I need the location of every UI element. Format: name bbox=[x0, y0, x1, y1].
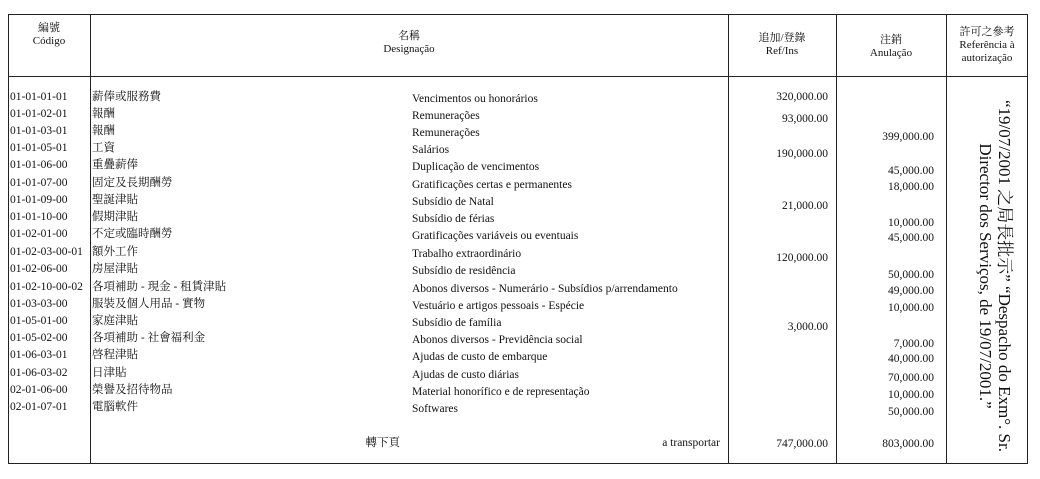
row-code: 01-02-10-00-02 bbox=[10, 281, 83, 293]
row-name-zh: 聖誕津貼 bbox=[92, 194, 138, 206]
row-name-zh: 額外工作 bbox=[92, 246, 138, 258]
row-ref-amount: 21,000.00 bbox=[782, 200, 828, 212]
row-code: 01-01-07-00 bbox=[10, 177, 68, 189]
row-code: 01-06-03-01 bbox=[10, 349, 68, 361]
row-name-pt: Gratificações variáveis ou eventuais bbox=[412, 230, 579, 242]
row-name-zh: 房屋津貼 bbox=[92, 263, 138, 275]
row-anul-amount: 40,000.00 bbox=[888, 353, 934, 365]
row-name-pt: Abonos diversos - Previdência social bbox=[412, 334, 583, 346]
row-name-pt: Abonos diversos - Numerário - Subsídios p/arrendamento bbox=[412, 283, 678, 295]
header-code-zh: 編號 bbox=[38, 22, 60, 34]
row-name-pt: Material honorífico e de representação bbox=[412, 386, 590, 398]
carry-forward-zh: 轉下頁 bbox=[365, 437, 400, 449]
column-divider-name bbox=[728, 14, 729, 464]
row-name-zh: 不定或臨時酬勞 bbox=[92, 228, 173, 240]
row-anul-amount: 49,000.00 bbox=[888, 285, 934, 297]
row-code: 01-02-03-00-01 bbox=[10, 246, 83, 258]
row-anul-amount: 10,000.00 bbox=[888, 389, 934, 401]
total-ref: 747,000.00 bbox=[776, 438, 828, 450]
header-auth-pt1: Referência à bbox=[959, 39, 1015, 51]
header-auth bbox=[946, 26, 1028, 65]
row-name-pt: Ajudas de custo de embarque bbox=[412, 351, 548, 363]
row-name-zh: 各項補助 - 現金 - 租賃津貼 bbox=[92, 281, 227, 293]
row-name-pt: Duplicação de vencimentos bbox=[412, 161, 540, 173]
row-name-zh: 榮譽及招待物品 bbox=[92, 384, 173, 396]
row-code: 01-01-02-01 bbox=[10, 108, 68, 120]
row-name-zh: 日津貼 bbox=[92, 367, 127, 379]
row-anul-amount: 45,000.00 bbox=[888, 232, 934, 244]
row-code: 01-01-09-00 bbox=[10, 194, 68, 206]
row-code: 01-01-06-00 bbox=[10, 159, 68, 171]
row-anul-amount: 10,000.00 bbox=[888, 302, 934, 314]
row-ref-amount: 93,000.00 bbox=[782, 113, 828, 125]
header-anul-pt: Anulação bbox=[869, 47, 913, 59]
row-name-pt: Vestuário e artigos pessoais - Espécie bbox=[412, 300, 585, 312]
header-ref-pt: Ref/Ins bbox=[765, 45, 799, 57]
column-divider-anul bbox=[946, 14, 947, 464]
row-code: 02-01-07-01 bbox=[10, 401, 68, 413]
header-anul bbox=[836, 34, 946, 60]
row-name-zh: 工資 bbox=[92, 142, 115, 154]
row-code: 02-01-06-00 bbox=[10, 384, 68, 396]
row-ref-amount: 320,000.00 bbox=[776, 91, 828, 103]
row-name-pt: Remunerações bbox=[412, 110, 480, 122]
row-name-pt: Subsídio de família bbox=[412, 317, 502, 329]
authorization-note: “19/07/2001 之局長批示” “Despacho do Exm°. Sr. Director dos Serviços, de 19/07/2001.” bbox=[976, 100, 1014, 452]
row-name-zh: 服裝及個人用品 - 實物 bbox=[92, 298, 206, 310]
row-code: 01-02-06-00 bbox=[10, 263, 68, 275]
row-name-zh: 啓程津貼 bbox=[92, 349, 138, 361]
row-name-zh: 報酬 bbox=[92, 125, 115, 137]
row-name-zh: 重疊薪俸 bbox=[92, 159, 138, 171]
row-name-pt: Trabalho extraordinário bbox=[412, 248, 522, 260]
row-code: 01-01-05-01 bbox=[10, 142, 68, 154]
row-name-zh: 各項補助 - 社會福利金 bbox=[92, 332, 206, 344]
header-anul-zh: 注銷 bbox=[880, 34, 902, 46]
row-anul-amount: 399,000.00 bbox=[882, 131, 934, 143]
row-code: 01-06-03-02 bbox=[10, 367, 68, 379]
row-code: 01-05-02-00 bbox=[10, 332, 68, 344]
header-auth-zh: 許可之參考 bbox=[959, 26, 1015, 38]
row-anul-amount: 70,000.00 bbox=[888, 372, 934, 384]
carry-forward-pt: a transportar bbox=[662, 437, 720, 449]
row-code: 01-01-03-01 bbox=[10, 125, 68, 137]
header-ref bbox=[728, 32, 836, 58]
row-name-zh: 家庭津貼 bbox=[92, 315, 138, 327]
row-ref-amount: 190,000.00 bbox=[776, 148, 828, 160]
row-code: 01-05-01-00 bbox=[10, 315, 68, 327]
row-name-pt: Vencimentos ou honorários bbox=[412, 93, 538, 105]
row-name-zh: 固定及長期酬勞 bbox=[92, 177, 173, 189]
row-anul-amount: 50,000.00 bbox=[888, 406, 934, 418]
row-name-pt: Ajudas de custo diárias bbox=[412, 369, 519, 381]
row-anul-amount: 45,000.00 bbox=[888, 165, 934, 177]
row-code: 01-03-03-00 bbox=[10, 298, 68, 310]
row-code: 01-02-01-00 bbox=[10, 228, 68, 240]
row-name-zh: 報酬 bbox=[92, 108, 115, 120]
header-divider bbox=[8, 76, 1028, 77]
total-anul: 803,000.00 bbox=[882, 438, 934, 450]
row-name-pt: Softwares bbox=[412, 403, 458, 415]
row-name-pt: Subsídio de férias bbox=[412, 213, 495, 225]
row-name-zh: 電腦軟件 bbox=[92, 401, 138, 413]
header-code bbox=[8, 22, 90, 48]
header-code-pt: Código bbox=[32, 35, 66, 47]
row-name-pt: Remunerações bbox=[412, 127, 480, 139]
row-ref-amount: 120,000.00 bbox=[776, 252, 828, 264]
header-name-zh: 名稱 bbox=[398, 30, 420, 42]
header-ref-zh: 追加/登錄 bbox=[758, 32, 806, 44]
header-auth-pt2: autorização bbox=[961, 52, 1013, 64]
column-divider-code bbox=[90, 14, 91, 464]
row-anul-amount: 7,000.00 bbox=[893, 338, 934, 350]
header-name-pt: Designação bbox=[383, 43, 435, 55]
row-name-pt: Subsídio de residência bbox=[412, 265, 516, 277]
row-name-pt: Salários bbox=[412, 144, 450, 156]
row-name-pt: Gratificações certas e permanentes bbox=[412, 179, 572, 191]
row-code: 01-01-01-01 bbox=[10, 91, 68, 103]
row-name-pt: Subsídio de Natal bbox=[412, 196, 494, 208]
row-anul-amount: 10,000.00 bbox=[888, 217, 934, 229]
row-ref-amount: 3,000.00 bbox=[787, 321, 828, 333]
row-anul-amount: 50,000.00 bbox=[888, 269, 934, 281]
row-name-zh: 薪俸或服務費 bbox=[92, 91, 161, 103]
row-code: 01-01-10-00 bbox=[10, 211, 68, 223]
header-name bbox=[90, 30, 728, 56]
row-name-zh: 假期津貼 bbox=[92, 211, 138, 223]
row-anul-amount: 18,000.00 bbox=[888, 181, 934, 193]
